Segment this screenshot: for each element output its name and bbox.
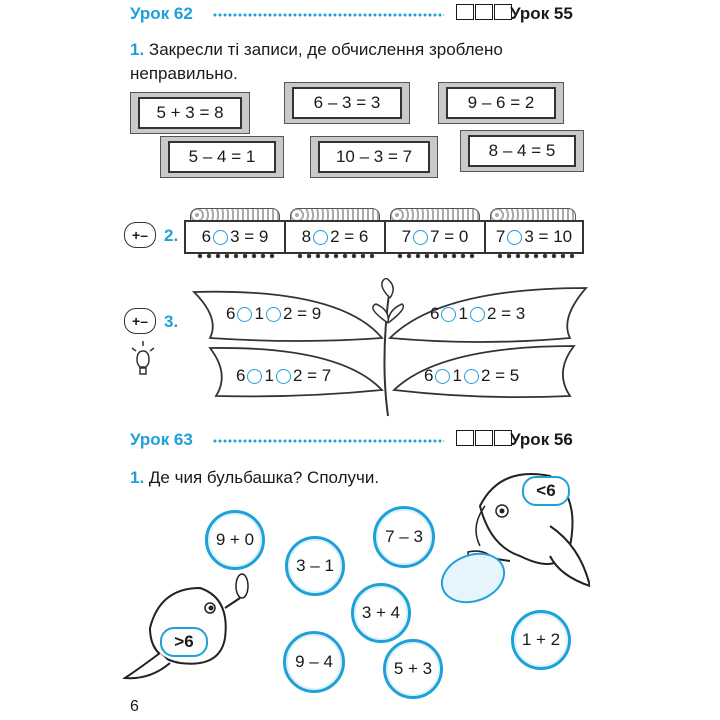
lesson-55-ref: Урок 55 — [510, 4, 573, 23]
expression-bubble[interactable]: 9 – 4 — [283, 631, 345, 693]
header-divider — [212, 438, 444, 444]
leaf-equation: 6 1 2 = 5 — [424, 366, 520, 385]
operator-slot[interactable] — [266, 307, 281, 322]
expression-bubble[interactable]: 7 – 3 — [373, 506, 435, 568]
train-cart: 7 3 = 10 — [484, 220, 584, 254]
lesson-56-ref: Урок 56 — [510, 430, 573, 449]
operator-slot[interactable] — [213, 230, 228, 245]
train-cart: 8 2 = 6 — [284, 220, 386, 254]
task-3-number: 3. — [164, 312, 179, 331]
task-1-instruction — [130, 38, 590, 86]
train-cart: 7 7 = 0 — [384, 220, 486, 254]
fish-left-label: >6 — [160, 627, 208, 657]
operator-slot[interactable] — [435, 369, 450, 384]
expression-bubble[interactable]: 3 + 4 — [351, 583, 411, 643]
operator-slot[interactable] — [441, 307, 456, 322]
equation-ticket[interactable]: 5 + 3 = 8 — [138, 97, 242, 129]
task-1-number: 1. — [130, 40, 145, 59]
operator-slot[interactable] — [470, 307, 485, 322]
operator-slot[interactable] — [464, 369, 479, 384]
lightbulb-icon — [130, 340, 156, 380]
equation-ticket[interactable]: 10 – 3 = 7 — [318, 141, 430, 173]
operator-slot[interactable] — [507, 230, 522, 245]
equation-ticket[interactable]: 6 – 3 = 3 — [292, 87, 402, 119]
header-divider — [212, 12, 444, 18]
page-number: 6 — [130, 698, 139, 715]
leaf-equation: 6 1 2 = 9 — [226, 304, 322, 323]
expression-bubble[interactable]: 5 + 3 — [383, 639, 443, 699]
lesson-63-title: Урок 63 — [130, 430, 193, 449]
train-cart: 6 3 = 9 — [184, 220, 286, 254]
cart-wheels — [196, 253, 276, 259]
plus-minus-icon: +– — [124, 222, 156, 248]
leaf-equation: 6 1 2 = 3 — [430, 304, 526, 323]
book-icon — [456, 4, 513, 25]
task-1-text: Закресли ті записи, де обчислення зроблено неправильно. — [130, 40, 503, 83]
cart-wheels — [396, 253, 476, 259]
leaf-equation: 6 1 2 = 7 — [236, 366, 332, 385]
expression-bubble[interactable]: 9 + 0 — [205, 510, 265, 570]
task-4-instruction — [130, 466, 379, 490]
operator-slot[interactable] — [247, 369, 262, 384]
book-icon — [456, 430, 513, 451]
fish-right-label: <6 — [522, 476, 570, 506]
task-4-number: 1. — [130, 468, 145, 487]
operator-slot[interactable] — [313, 230, 328, 245]
cart-wheels — [296, 253, 376, 259]
equation-ticket[interactable]: 9 – 6 = 2 — [446, 87, 556, 119]
operator-slot[interactable] — [413, 230, 428, 245]
expression-bubble[interactable]: 1 + 2 — [511, 610, 571, 670]
operator-slot[interactable] — [276, 369, 291, 384]
lesson-62-title: Урок 62 — [130, 4, 193, 23]
plant-with-leaves — [190, 278, 590, 418]
expression-bubble[interactable]: 3 – 1 — [285, 536, 345, 596]
equation-ticket[interactable]: 5 – 4 = 1 — [168, 141, 276, 173]
cart-wheels — [496, 253, 576, 259]
task-2-number: 2. — [164, 226, 179, 245]
equation-ticket[interactable]: 8 – 4 = 5 — [468, 135, 576, 167]
task-4-text: Де чия бульбашка? Сполучи. — [148, 468, 380, 487]
operator-slot[interactable] — [237, 307, 252, 322]
plus-minus-icon: +– — [124, 308, 156, 334]
